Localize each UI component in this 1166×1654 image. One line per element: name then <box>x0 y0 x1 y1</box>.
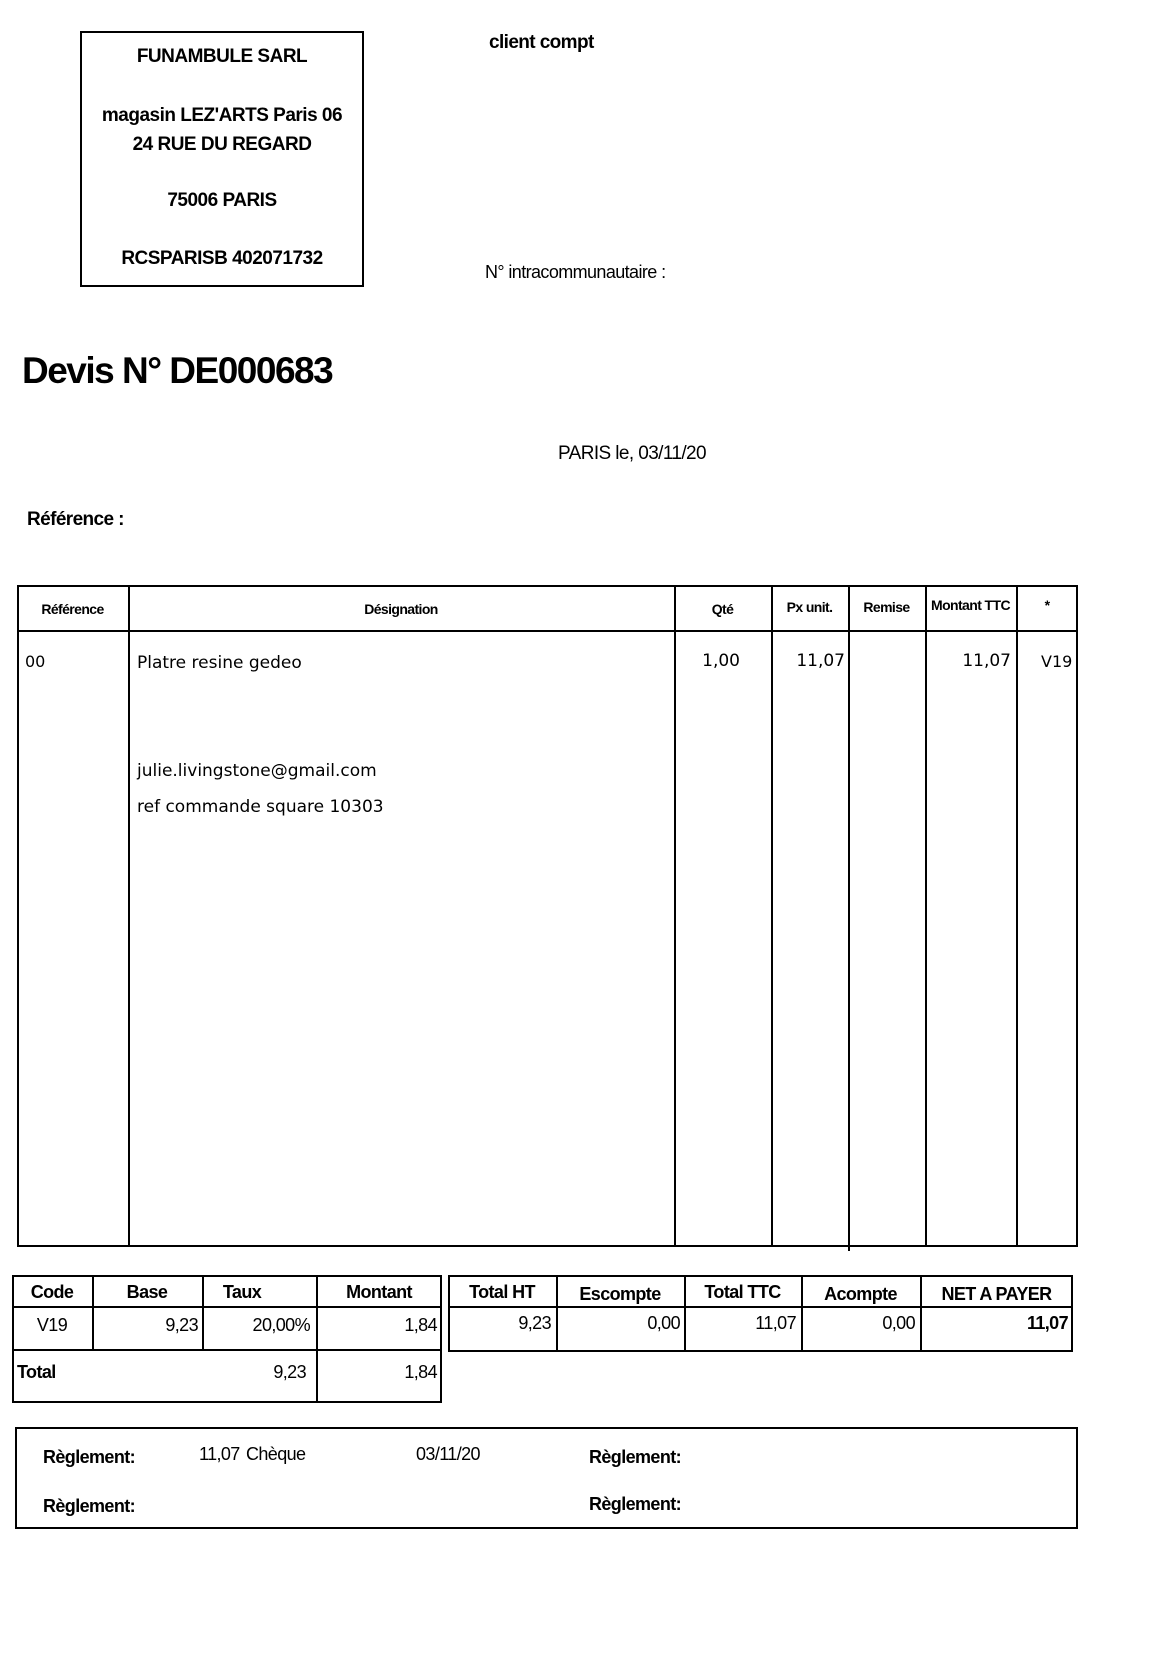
intracom-label: N° intracommunautaire : <box>485 262 666 282</box>
vat-header-amount: Montant <box>346 1282 412 1302</box>
totals-value-deposit: 0,00 <box>882 1313 915 1333</box>
vat-row-rate: 20,00% <box>252 1315 310 1335</box>
vat-row-amount: 1,84 <box>404 1315 437 1335</box>
totals-row-divider <box>448 1306 1073 1308</box>
vat-header-code: Code <box>30 1282 74 1302</box>
totals-value-ht: 9,23 <box>518 1313 551 1333</box>
vat-header-rate: Taux <box>222 1282 262 1302</box>
reference-label: Référence : <box>27 509 124 530</box>
totals-header-deposit: Acompte <box>824 1284 897 1304</box>
item-code: V19 <box>1041 652 1073 671</box>
totals-header-ttc: Total TTC <box>704 1282 781 1302</box>
totals-header-net: NET A PAYER <box>941 1284 1052 1304</box>
company-store: magasin LEZ'ARTS Paris 06 <box>101 105 343 126</box>
col-divider <box>128 585 130 1247</box>
items-header-divider <box>17 630 1078 632</box>
vat-row-divider <box>12 1349 442 1351</box>
payment-label-4: Règlement: <box>589 1494 682 1514</box>
payment-label-3: Règlement: <box>43 1496 136 1516</box>
totals-value-ttc: 11,07 <box>755 1313 796 1333</box>
company-box <box>80 31 364 287</box>
col-divider <box>1016 585 1018 1247</box>
item-unit-price: 11,07 <box>796 651 845 671</box>
vat-total-label: Total <box>17 1362 56 1382</box>
vat-row-base: 9,23 <box>165 1315 198 1335</box>
item-amount-ttc: 11,07 <box>962 651 1011 671</box>
col-header-unit-price: Px unit. <box>786 599 833 615</box>
vat-row-code: V19 <box>36 1315 68 1335</box>
item-reference: 00 <box>25 652 46 671</box>
col-divider <box>925 585 927 1247</box>
vat-header-base: Base <box>126 1282 168 1302</box>
col-divider <box>848 585 850 1251</box>
col-header-discount: Remise <box>863 599 910 615</box>
payment-label-2: Règlement: <box>589 1447 682 1467</box>
payment-label-1: Règlement: <box>43 1447 136 1467</box>
vat-row-divider <box>12 1306 442 1308</box>
place-date: PARIS le, 03/11/20 <box>558 443 706 464</box>
page-title: Devis N° DE000683 <box>22 350 333 391</box>
company-street: 24 RUE DU REGARD <box>132 134 312 155</box>
col-header-designation: Désignation <box>364 601 438 617</box>
company-name: FUNAMBULE SARL <box>136 46 308 67</box>
client-label: client compt <box>489 32 594 53</box>
totals-value-discount: 0,00 <box>647 1313 680 1333</box>
payment-1-amount: 11,07 <box>199 1444 240 1464</box>
col-header-reference: Référence <box>41 601 104 617</box>
payment-1-date: 03/11/20 <box>416 1444 480 1464</box>
company-city: 75006 PARIS <box>167 190 277 211</box>
col-divider <box>674 585 676 1247</box>
item-note-email: julie.livingstone@gmail.com <box>137 761 377 781</box>
payment-1-method: Chèque <box>246 1444 306 1464</box>
col-header-qty: Qté <box>711 601 734 617</box>
totals-header-ht: Total HT <box>469 1282 535 1302</box>
col-header-amount-ttc: Montant TTC <box>931 597 1010 613</box>
items-table <box>17 585 1078 1247</box>
item-qty: 1,00 <box>702 651 740 671</box>
col-divider <box>771 585 773 1247</box>
vat-total-base: 9,23 <box>273 1362 306 1382</box>
totals-value-net: 11,07 <box>1026 1313 1068 1333</box>
item-designation: Platre resine gedeo <box>137 653 302 673</box>
item-note-order-ref: ref commande square 10303 <box>137 797 384 817</box>
col-header-code: * <box>1044 597 1050 613</box>
vat-total-amount: 1,84 <box>404 1362 437 1382</box>
company-rcs: RCSPARISB 402071732 <box>121 248 323 269</box>
payments-box <box>15 1427 1078 1529</box>
totals-header-discount: Escompte <box>579 1284 661 1304</box>
